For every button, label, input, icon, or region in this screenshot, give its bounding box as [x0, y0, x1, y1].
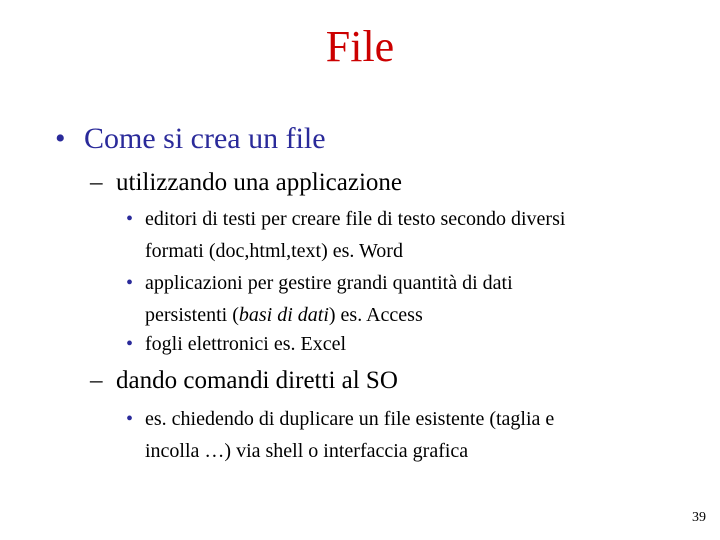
item-line: es. chiedendo di duplicare un file esistente (taglia e	[145, 408, 555, 430]
list-item	[126, 267, 666, 331]
dash-icon: –	[90, 169, 103, 196]
item-line: formati (doc,html,text) es. Word	[145, 240, 403, 262]
item-text: ) es. Access	[328, 304, 423, 326]
bullet-text: Come si crea un file	[84, 122, 326, 155]
item-line	[145, 299, 666, 331]
subpoint-text: utilizzando una applicazione	[116, 169, 402, 196]
list-item	[126, 403, 666, 467]
item-line: editori di testi per creare file di testo secondo diversi	[145, 208, 566, 230]
item-line: incolla …) via shell o interfaccia grafica	[145, 440, 469, 462]
bullet-icon: •	[126, 333, 134, 355]
item-line: applicazioni per gestire grandi quantità di dati	[145, 272, 513, 294]
slide-title: File	[325, 22, 395, 71]
item-text: persistenti (	[145, 304, 239, 326]
list-item	[126, 203, 666, 267]
bullet-icon: •	[126, 272, 134, 294]
subpoint-text: dando comandi diretti al SO	[116, 367, 398, 394]
bullet-icon: •	[126, 408, 134, 430]
page-number: 39	[692, 510, 706, 525]
item-emphasis: basi di dati	[238, 304, 329, 326]
bullet-icon: •	[126, 208, 134, 230]
bullet-icon: •	[55, 122, 66, 155]
item-line: fogli elettronici es. Excel	[145, 333, 347, 355]
list-item	[126, 328, 666, 360]
subpoint-comandi	[90, 366, 398, 396]
subpoint-applicazione	[90, 168, 402, 198]
dash-icon: –	[90, 367, 103, 394]
